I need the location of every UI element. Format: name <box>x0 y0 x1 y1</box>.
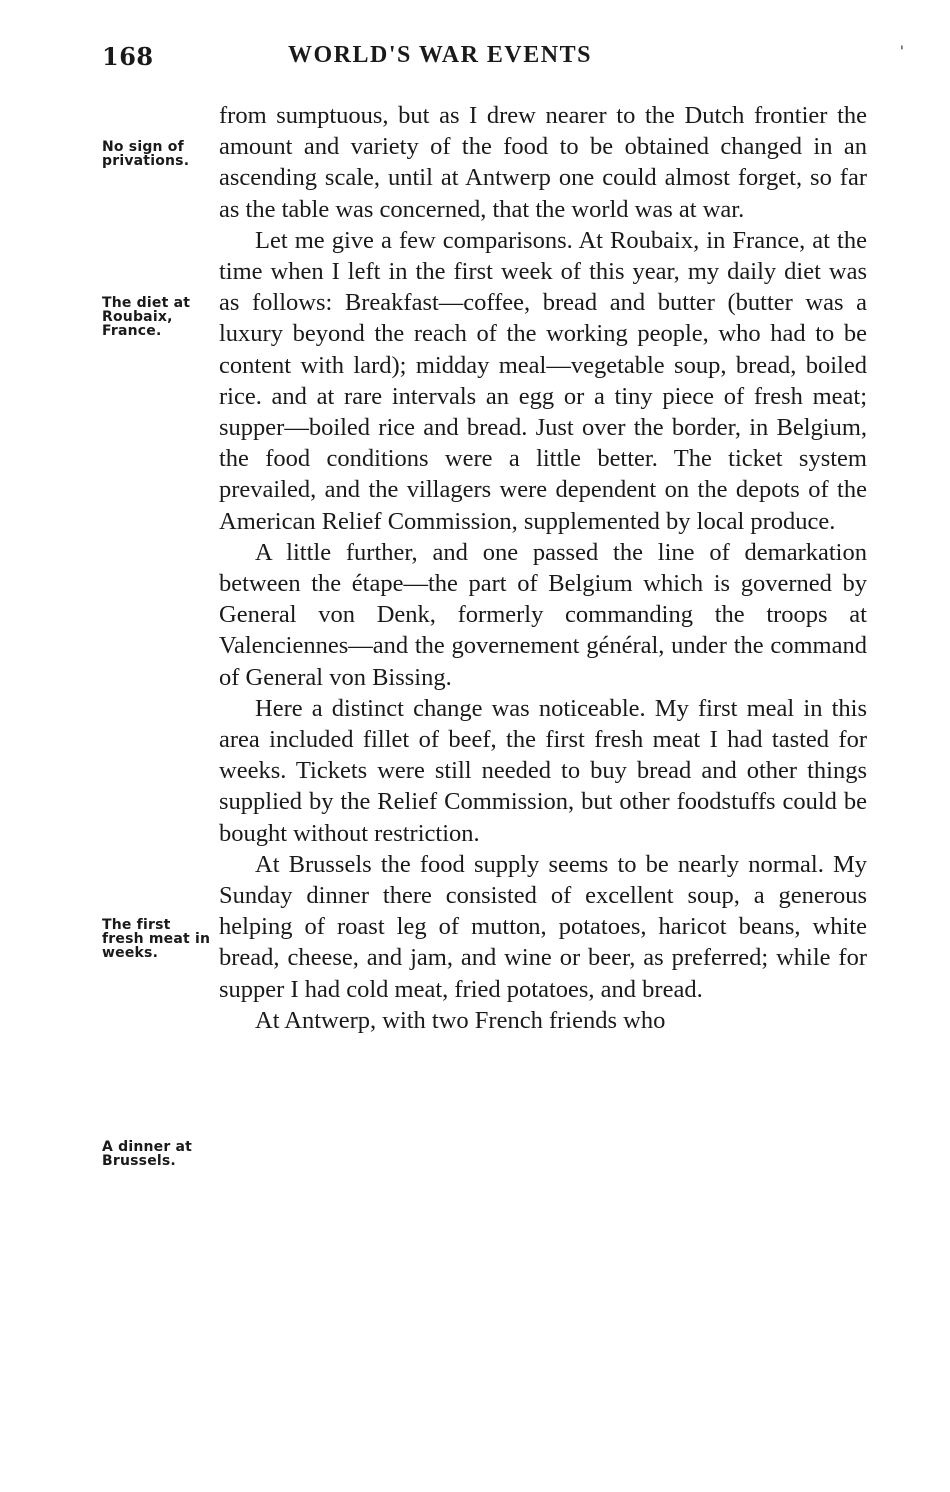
page-number: 168 <box>102 42 154 71</box>
margin-note-privations: No sign of privations. <box>102 139 190 169</box>
margin-note-roubaix: The diet at Roubaix, France. <box>102 295 191 339</box>
page-header <box>0 42 950 82</box>
paragraph-continued: from sumptuous, but as I drew nearer to the Dutch frontier the amount and variety of the food to be obtained changed in an ascending scale, until at Antwerp one could almost forget, so far as the table was concerned, that the world was at war. <box>219 102 867 223</box>
body-text <box>219 100 867 1036</box>
tick-mark: ' <box>900 44 904 60</box>
paragraph-distinct-change: Here a distinct change was noticeable. My first meal in this area included fillet of beef, the first fresh meat I had tasted for weeks. Tickets were still needed to buy bread and other things supplied by the Relief Commission, but other foodstuffs could be bought without restriction. <box>219 694 867 847</box>
paragraph-antwerp: At Antwerp, with two French friends who <box>255 1006 666 1034</box>
running-title: WORLD'S WAR EVENTS <box>288 42 592 68</box>
paragraph-roubaix: Let me give a few comparisons. At Roubaix, in France, at the time when I left in the first week of this year, my daily diet was as follows: Breakfast—coffee, bread and butter (butter was a luxury beyond the reach of the working people, who had to be content with lard); midday meal—vegetable soup, bread, boiled rice. and at rare intervals an egg or a tiny piece of fresh meat; supper—boiled rice and bread. Just over the border, in Belgium, the food conditions were a little better. The ticket system prevailed, and the villagers were dependent on the depots of the American Relief Commission, supplemented by local produce. <box>219 226 867 535</box>
margin-note-brussels: A dinner at Brussels. <box>102 1139 193 1169</box>
paragraph-brussels: At Brussels the food supply seems to be nearly normal. My Sunday dinner there consisted of excellent soup, a generous helping of roast leg of mutton, potatoes, haricot beans, white bread, cheese, and jam, and wine or beer, as preferred; while for supper I had cold meat, fried potatoes, and bread. <box>219 850 867 1003</box>
margin-note-fresh-meat: The first fresh meat in weeks. <box>102 917 211 961</box>
paragraph-demarkation: A little further, and one passed the line of demarkation between the étape—the part of Belgium which is governed by General von Denk, formerly commanding the troops at Valenciennes—and the governement général, under the command of General von Bissing. <box>219 538 867 691</box>
